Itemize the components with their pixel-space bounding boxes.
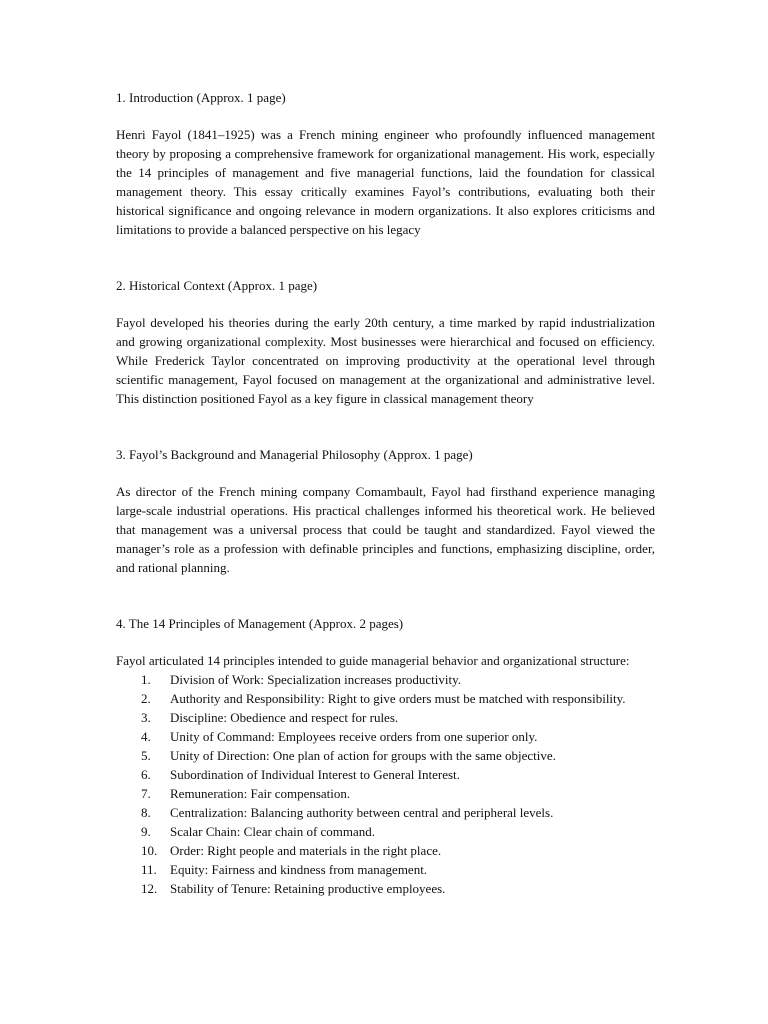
principles-list: [116, 670, 655, 898]
section-4-intro: Fayol articulated 14 principles intended to guide managerial behavior and organizational structure:: [116, 653, 630, 668]
list-item-number: 8.: [141, 805, 151, 820]
list-item-text: Equity: Fairness and kindness from management.: [170, 862, 428, 877]
list-item-number: 2.: [141, 691, 151, 706]
list-item: [116, 670, 655, 689]
list-item-number: 10.: [141, 843, 158, 858]
list-item-text: Discipline: Obedience and respect for rules.: [170, 710, 399, 725]
list-item: [116, 803, 655, 822]
list-item-number: 11.: [141, 862, 157, 877]
list-item: [116, 708, 655, 727]
list-item: [116, 784, 655, 803]
list-item-text: Centralization: Balancing authority between central and peripheral levels.: [170, 805, 554, 820]
list-item-text: Unity of Command: Employees receive orders from one superior only.: [170, 729, 538, 744]
list-item-number: 6.: [141, 767, 151, 782]
section-3-paragraph: As director of the French mining company Comambault, Fayol had firsthand experience managing large-scale industrial operations. His practical challenges informed his theoretical work. He believed that management was a universal process that could be taught and standardized. Fayol viewed the manager’s role as a profession with definable principles and functions, emphasizing discipline, order, and rational planning.: [116, 484, 655, 575]
list-item-text: Order: Right people and materials in the right place.: [170, 843, 442, 858]
list-item-number: 7.: [141, 786, 151, 801]
list-item-number: 1.: [141, 672, 151, 687]
list-item: [116, 841, 655, 860]
list-item-text: Subordination of Individual Interest to General Interest.: [170, 767, 460, 782]
list-item-number: 5.: [141, 748, 151, 763]
section-1-heading: 1. Introduction (Approx. 1 page): [116, 90, 286, 105]
list-item: [116, 765, 655, 784]
list-item: [116, 746, 655, 765]
list-item-number: 4.: [141, 729, 151, 744]
list-item-text: Authority and Responsibility: Right to give orders must be matched with responsibility.: [170, 691, 626, 706]
list-item: [116, 689, 655, 708]
section-2-heading: 2. Historical Context (Approx. 1 page): [116, 278, 318, 293]
list-item: [116, 879, 655, 898]
list-item: [116, 822, 655, 841]
section-3-heading: 3. Fayol’s Background and Managerial Philosophy (Approx. 1 page): [116, 447, 473, 462]
list-item-text: Remuneration: Fair compensation.: [170, 786, 351, 801]
list-item-number: 12.: [141, 881, 158, 896]
list-item-text: Scalar Chain: Clear chain of command.: [170, 824, 376, 839]
list-item: [116, 860, 655, 879]
section-1-paragraph: Henri Fayol (1841–1925) was a French mining engineer who profoundly influenced management theory by proposing a comprehensive framework for organizational management. His work, especially the 14 principles of management and five managerial functions, laid the foundation for classical management theory. This essay critically examines Fayol’s contributions, evaluating both their historical significance and ongoing relevance in modern organizations. It also explores criticisms and limitations to provide a balanced perspective on his legacy: [116, 127, 655, 237]
list-item-number: 3.: [141, 710, 151, 725]
section-4-heading: 4. The 14 Principles of Management (Approx. 2 pages): [116, 616, 404, 631]
document-page: [116, 88, 655, 898]
section-2-paragraph: Fayol developed his theories during the early 20th century, a time marked by rapid industrialization and growing organizational complexity. Most businesses were hierarchical and focused on efficiency. While Frederick Taylor concentrated on improving productivity at the operational level through scientific management, Fayol focused on management at the organizational and administrative level. This distinction positioned Fayol as a key figure in classical management theory: [116, 315, 655, 406]
list-item-text: Unity of Direction: One plan of action for groups with the same objective.: [170, 748, 556, 763]
list-item-text: Division of Work: Specialization increases productivity.: [170, 672, 462, 687]
list-item-text: Stability of Tenure: Retaining productive employees.: [170, 881, 446, 896]
list-item: [116, 727, 655, 746]
list-item-number: 9.: [141, 824, 151, 839]
